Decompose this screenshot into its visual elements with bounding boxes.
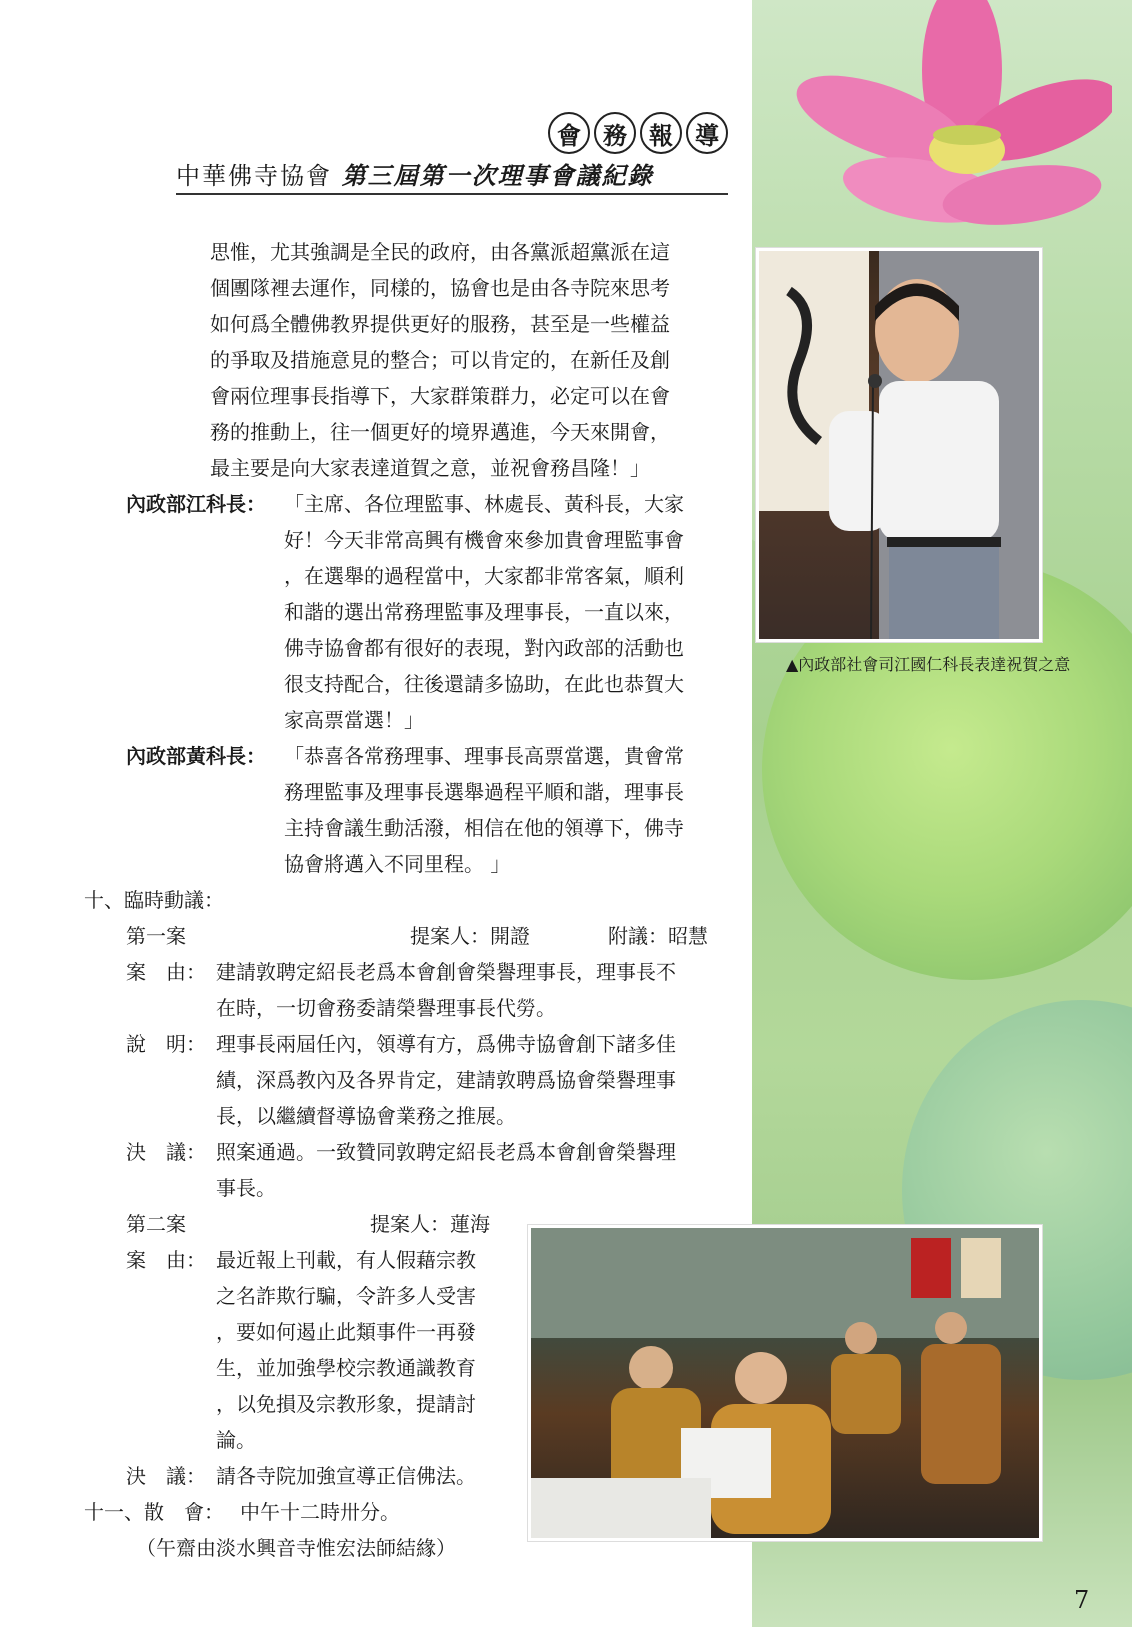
paragraph-line: 務的推動上，往一個更好的境界邁進，今天來開會， [210,420,670,444]
speaker-label: 內政部黃科長： [126,744,266,768]
lunch-note: （午齋由淡水興音寺惟宏法師結緣） [136,1536,456,1560]
section-heading: 十、臨時動議： [84,888,224,912]
paragraph-line: 協會將邁入不同里程。 」 [284,852,511,876]
paragraph-line: 中午十二時卅分。 [240,1500,400,1524]
paragraph-line: 生，並加強學校宗教通識教育 [216,1356,476,1380]
paragraph-line: 如何爲全體佛教界提供更好的服務，甚至是一些權益 [210,312,670,336]
field-label: 案 由： [126,1248,206,1272]
paragraph-line: ，在選舉的過程當中，大家都非常客氣，順利 [284,564,684,588]
paragraph-line: 思惟，尤其強調是全民的政府，由各黨派超黨派在這 [210,240,670,264]
paragraph-line: 務理監事及理事長選舉過程平順和諧，理事長 [284,780,684,804]
org-name: 中華佛寺協會 [176,162,332,190]
paragraph-line: 「恭喜各常務理事、理事長高票當選，貴會常 [284,744,684,768]
paragraph-line: 「主席、各位理監事、林處長、黃科長，大家 [284,492,684,516]
section-tag-char: 導 [686,112,728,154]
lotus-flower-image [772,0,1112,240]
paragraph-line: 照案通過。一致贊同敦聘定紹長老爲本會創會榮譽理 [216,1140,676,1164]
paragraph-line: 家高票當選！」 [284,708,424,732]
field-label: 決 議： [126,1140,206,1164]
paragraph-line: 長，以繼續督導協會業務之推展。 [216,1104,516,1128]
photo-caption: ▲內政部社會司江國仁科長表達祝賀之意 [786,655,1071,674]
case-seconder: 附議：昭慧 [608,924,708,948]
case-title: 第二案 [126,1212,186,1236]
paragraph-line: 之名詐欺行騙，令許多人受害 [216,1284,476,1308]
case-title: 第一案 [126,924,186,948]
page-title [176,156,728,191]
speaker-label: 內政部江科長： [126,492,266,516]
section-tag-char: 會 [548,112,590,154]
paragraph-line: 最主要是向大家表達道賀之意，並祝會務昌隆！」 [210,456,650,480]
paragraph-line: 好！今天非常高興有機會來參加貴會理監事會 [284,528,684,552]
paragraph-line: ，以免損及宗教形象，提請討 [216,1392,476,1416]
paragraph-line: 事長。 [216,1176,276,1200]
paragraph-line: 論。 [216,1428,256,1452]
section-heading: 十一、散 會： [84,1500,224,1524]
paragraph-line: 請各寺院加強宣導正信佛法。 [216,1464,476,1488]
meeting-title: 第三屆第一次理事會議紀錄 [341,161,654,190]
section-tag-char: 務 [594,112,636,154]
paragraph-line: 很支持配合，往後還請多協助，在此也恭賀大 [284,672,684,696]
speaker-photo [756,248,1042,642]
field-label: 案 由： [126,960,206,984]
case-proposer: 提案人：蓮海 [370,1212,490,1236]
paragraph-line: 建請敦聘定紹長老爲本會創會榮譽理事長，理事長不 [216,960,676,984]
page-number: 7 [1074,1586,1090,1614]
case-proposer: 提案人：開證 [410,924,530,948]
paragraph-line: 的爭取及措施意見的整合；可以肯定的，在新任及創 [210,348,670,372]
paragraph-line: 個團隊裡去運作，同樣的，協會也是由各寺院來思考 [210,276,670,300]
paragraph-line: 主持會議生動活潑，相信在他的領導下，佛寺 [284,816,684,840]
paragraph-line: 會兩位理事長指導下，大家群策群力，必定可以在會 [210,384,670,408]
field-label: 決 議： [126,1464,206,1488]
paragraph-line: 理事長兩屆任內，領導有方，爲佛寺協會創下諸多佳 [216,1032,676,1056]
section-tag-char: 報 [640,112,682,154]
paragraph-line: ，要如何遏止此類事件一再發 [216,1320,476,1344]
header-divider [176,193,728,195]
paragraph-line: 佛寺協會都有很好的表現，對內政部的活動也 [284,636,684,660]
section-tag [548,112,728,154]
meeting-photo [528,1225,1042,1541]
paragraph-line: 在時，一切會務委請榮譽理事長代勞。 [216,996,556,1020]
field-label: 說 明： [126,1032,206,1056]
paragraph-line: 績，深爲教內及各界肯定，建請敦聘爲協會榮譽理事 [216,1068,676,1092]
paragraph-line: 和諧的選出常務理監事及理事長，一直以來， [284,600,684,624]
paragraph-line: 最近報上刊載，有人假藉宗教 [216,1248,476,1272]
